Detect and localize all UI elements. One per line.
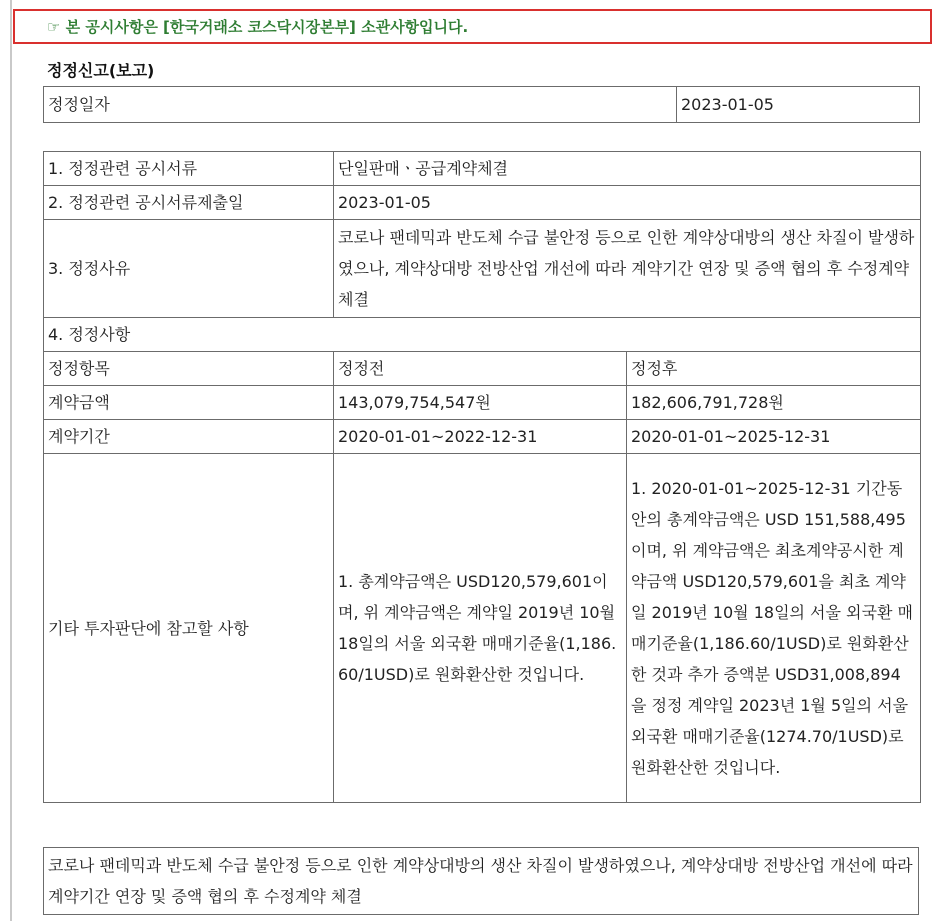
doc-value: 단일판매ㆍ공급계약체결 bbox=[334, 152, 921, 186]
column-header-before: 정정전 bbox=[334, 352, 627, 386]
table-row bbox=[44, 386, 921, 420]
doc-date-value: 2023-01-05 bbox=[334, 186, 921, 220]
table-row bbox=[44, 318, 921, 352]
column-header-item: 정정항목 bbox=[44, 352, 334, 386]
row-before: 143,079,754,547원 bbox=[334, 386, 627, 420]
reason-value: 코로나 팬데믹과 반도체 수급 불안정 등으로 인한 계약상대방의 생산 차질이 발생하였으나, 계약상대방 전방산업 개선에 따라 계약기간 연장 및 증액 협의 후 수정계약 체결 bbox=[334, 220, 921, 318]
items-heading: 4. 정정사항 bbox=[44, 318, 921, 352]
row-before: 1. 총계약금액은 USD120,579,601이며, 위 계약금액은 계약일 2019년 10월 18일의 서울 외국환 매매기준율(1,186.60/1USD)로 원화환산한 것입니다. bbox=[334, 454, 627, 803]
doc-label: 1. 정정관련 공시서류 bbox=[44, 152, 334, 186]
table-row bbox=[44, 87, 920, 123]
table-header-row bbox=[44, 352, 921, 386]
row-item: 계약기간 bbox=[44, 420, 334, 454]
correction-details-table bbox=[43, 151, 921, 803]
row-after: 182,606,791,728원 bbox=[627, 386, 921, 420]
doc-date-label: 2. 정정관련 공시서류제출일 bbox=[44, 186, 334, 220]
column-header-after: 정정후 bbox=[627, 352, 921, 386]
page-title: 정정신고(보고) bbox=[47, 61, 155, 80]
summary-box: 코로나 팬데믹과 반도체 수급 불안정 등으로 인한 계약상대방의 생산 차질이 발생하였으나, 계약상대방 전방산업 개선에 따라 계약기간 연장 및 증액 협의 후 수정계약 체결 bbox=[43, 847, 919, 915]
row-after: 1. 2020-01-01~2025-12-31 기간동안의 총계약금액은 USD 151,588,495이며, 위 계약금액은 최초계약공시한 계약금액 USD120,579,601을 최초 계약일 2019년 10월 18일의 서울 외국환 매매기준율(1,186.60/1USD)로 원화환산한 것과 추가 증액분 USD31,008,894을 정정 계약일 2023년 1월 5일의 서울 외국환 매매기준율(1274.70/1USD)로 원화환산한 것입니다. bbox=[627, 454, 921, 803]
table-row bbox=[44, 454, 921, 803]
correction-date-value: 2023-01-05 bbox=[677, 87, 920, 123]
table-row bbox=[44, 152, 921, 186]
table-row bbox=[44, 420, 921, 454]
jurisdiction-notice: ☞ 본 공시사항은 [한국거래소 코스닥시장본부] 소관사항입니다. bbox=[13, 9, 932, 44]
row-before: 2020-01-01~2022-12-31 bbox=[334, 420, 627, 454]
row-item: 계약금액 bbox=[44, 386, 334, 420]
table-row bbox=[44, 220, 921, 318]
table-row bbox=[44, 186, 921, 220]
row-after: 2020-01-01~2025-12-31 bbox=[627, 420, 921, 454]
reason-label: 3. 정정사유 bbox=[44, 220, 334, 318]
correction-date-table bbox=[43, 86, 920, 123]
correction-date-label: 정정일자 bbox=[44, 87, 677, 123]
row-item: 기타 투자판단에 참고할 사항 bbox=[44, 454, 334, 803]
left-border-rule bbox=[10, 0, 12, 921]
